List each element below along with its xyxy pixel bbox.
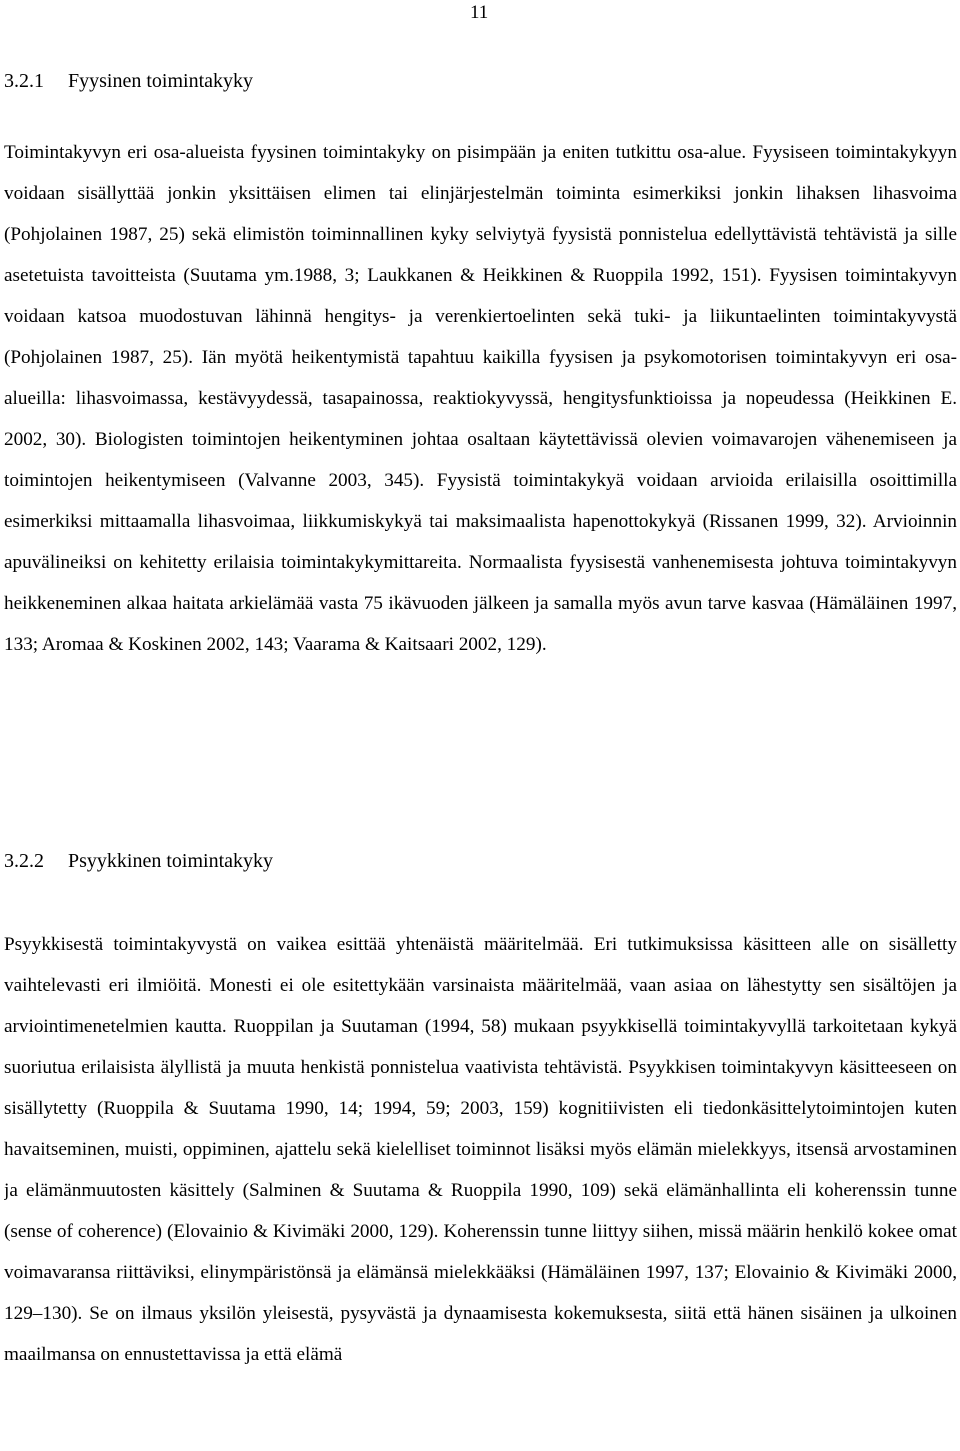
page-number: 11: [470, 2, 489, 23]
section-paragraph-fyysinen: Toimintakyvyn eri osa-alueista fyysinen toimintakyky on pisimpään ja eniten tutkittu osa-alue. Fyysiseen toimintakykyyn voidaan sisällyttää jonkin yksittäisen elimen tai elinjärjestelmän toiminta esimerkiksi jonkin lihaksen lihasvoima (Pohjolainen 1987, 25) sekä elimistön toiminnallinen kyky selviytyä fyysistä ponnistelua edellyttävistä tehtävistä ja sille asetetuista tavoitteista (Suutama ym.1988, 3; Laukkanen & Heikkinen & Ruoppila 1992, 151). Fyysisen toimintakyvyn voidaan katsoa muodostuvan lähinnä hengitys- ja verenkiertoelinten sekä tuki- ja liikuntaelinten toimintakyvystä (Pohjolainen 1987, 25). Iän myötä heikentymistä tapahtuu kaikilla fyysisen ja psykomotorisen toimintakyvyn eri osa-alueilla: lihasvoimassa, kestävyydessä, tasapainossa, reaktiokyvyssä, hengitysfunktioissa ja nopeudessa (Heikkinen E. 2002, 30). Biologisten toimintojen heikentyminen johtaa osaltaan käytettävissä olevien voimavarojen vähenemiseen ja toimintojen heikentymiseen (Valvanne 2003, 345). Fyysistä toimintakykyä voidaan arvioida erilaisilla osoittimilla esimerkiksi mittaamalla lihasvoimaa, liikkumiskykyä tai maksimaalista hapenottokykyä (Rissanen 1999, 32). Arvioinnin apuvälineiksi on kehitetty erilaisia toimintakykymittareita. Normaalista fyysisestä vanhenemisesta johtuva toimintakyvyn heikkeneminen alkaa haitata arkielämää vasta 75 ikävuoden jälkeen ja samalla myös avun tarve kasvaa (Hämäläinen 1997, 133; Aromaa & Koskinen 2002, 143; Vaarama & Kaitsaari 2002, 129).: [4, 142, 957, 655]
section-number: 3.2.1: [4, 70, 44, 92]
section-title: Fyysinen toimintakyky: [68, 70, 253, 92]
section-title: Psyykkinen toimintakyky: [68, 850, 273, 872]
section-heading-3-2-1: [4, 70, 253, 93]
section-paragraph-psyykkinen: Psyykkisestä toimintakyvystä on vaikea esittää yhtenäistä määritelmää. Eri tutkimuksissa käsitteen alle on sisälletty vaihtelevasti eri ilmiöitä. Monesti ei ole esitettykään varsinaista määritelmää, vaan asiaa on lähestytty sen sisältöjen ja arviointimenetelmien kautta. Ruoppilan ja Suutaman (1994, 58) mukaan psyykkisellä toimintakyvyllä tarkoitetaan kykyä suoriutua erilaisista älyllistä ja muuta henkistä ponnistelua vaativista tehtävistä. Psyykkisen toimintakyvyn käsitteeseen on sisällytetty (Ruoppila & Suutama 1990, 14; 1994, 59; 2003, 159) kognitiivisten eli tiedonkäsittelytoimintojen kuten havaitseminen, muisti, oppiminen, ajattelu sekä kielelliset toiminnot lisäksi myös elämän mielekkyys, itsensä arvostaminen ja elämänmuutosten käsittely (Salminen & Suutama & Ruoppila 1990, 109) sekä elämänhallinta eli koherenssin tunne (sense of coherence) (Elovainio & Kivimäki 2000, 129). Koherenssin tunne liittyy siihen, missä määrin henkilö kokee omat voimavaransa riittäviksi, elinympäristönsä ja elämänsä mielekkääksi (Hämäläinen 1997, 137; Elovainio & Kivimäki 2000, 129–130). Se on ilmaus yksilön yleisestä, pysyvästä ja dynaamisesta kokemuksesta, siitä että hänen sisäinen ja ulkoinen maailmansa on ennustettavissa ja että elämä: [4, 934, 957, 1365]
section-heading-3-2-2: [4, 850, 273, 873]
section-number: 3.2.2: [4, 850, 44, 872]
